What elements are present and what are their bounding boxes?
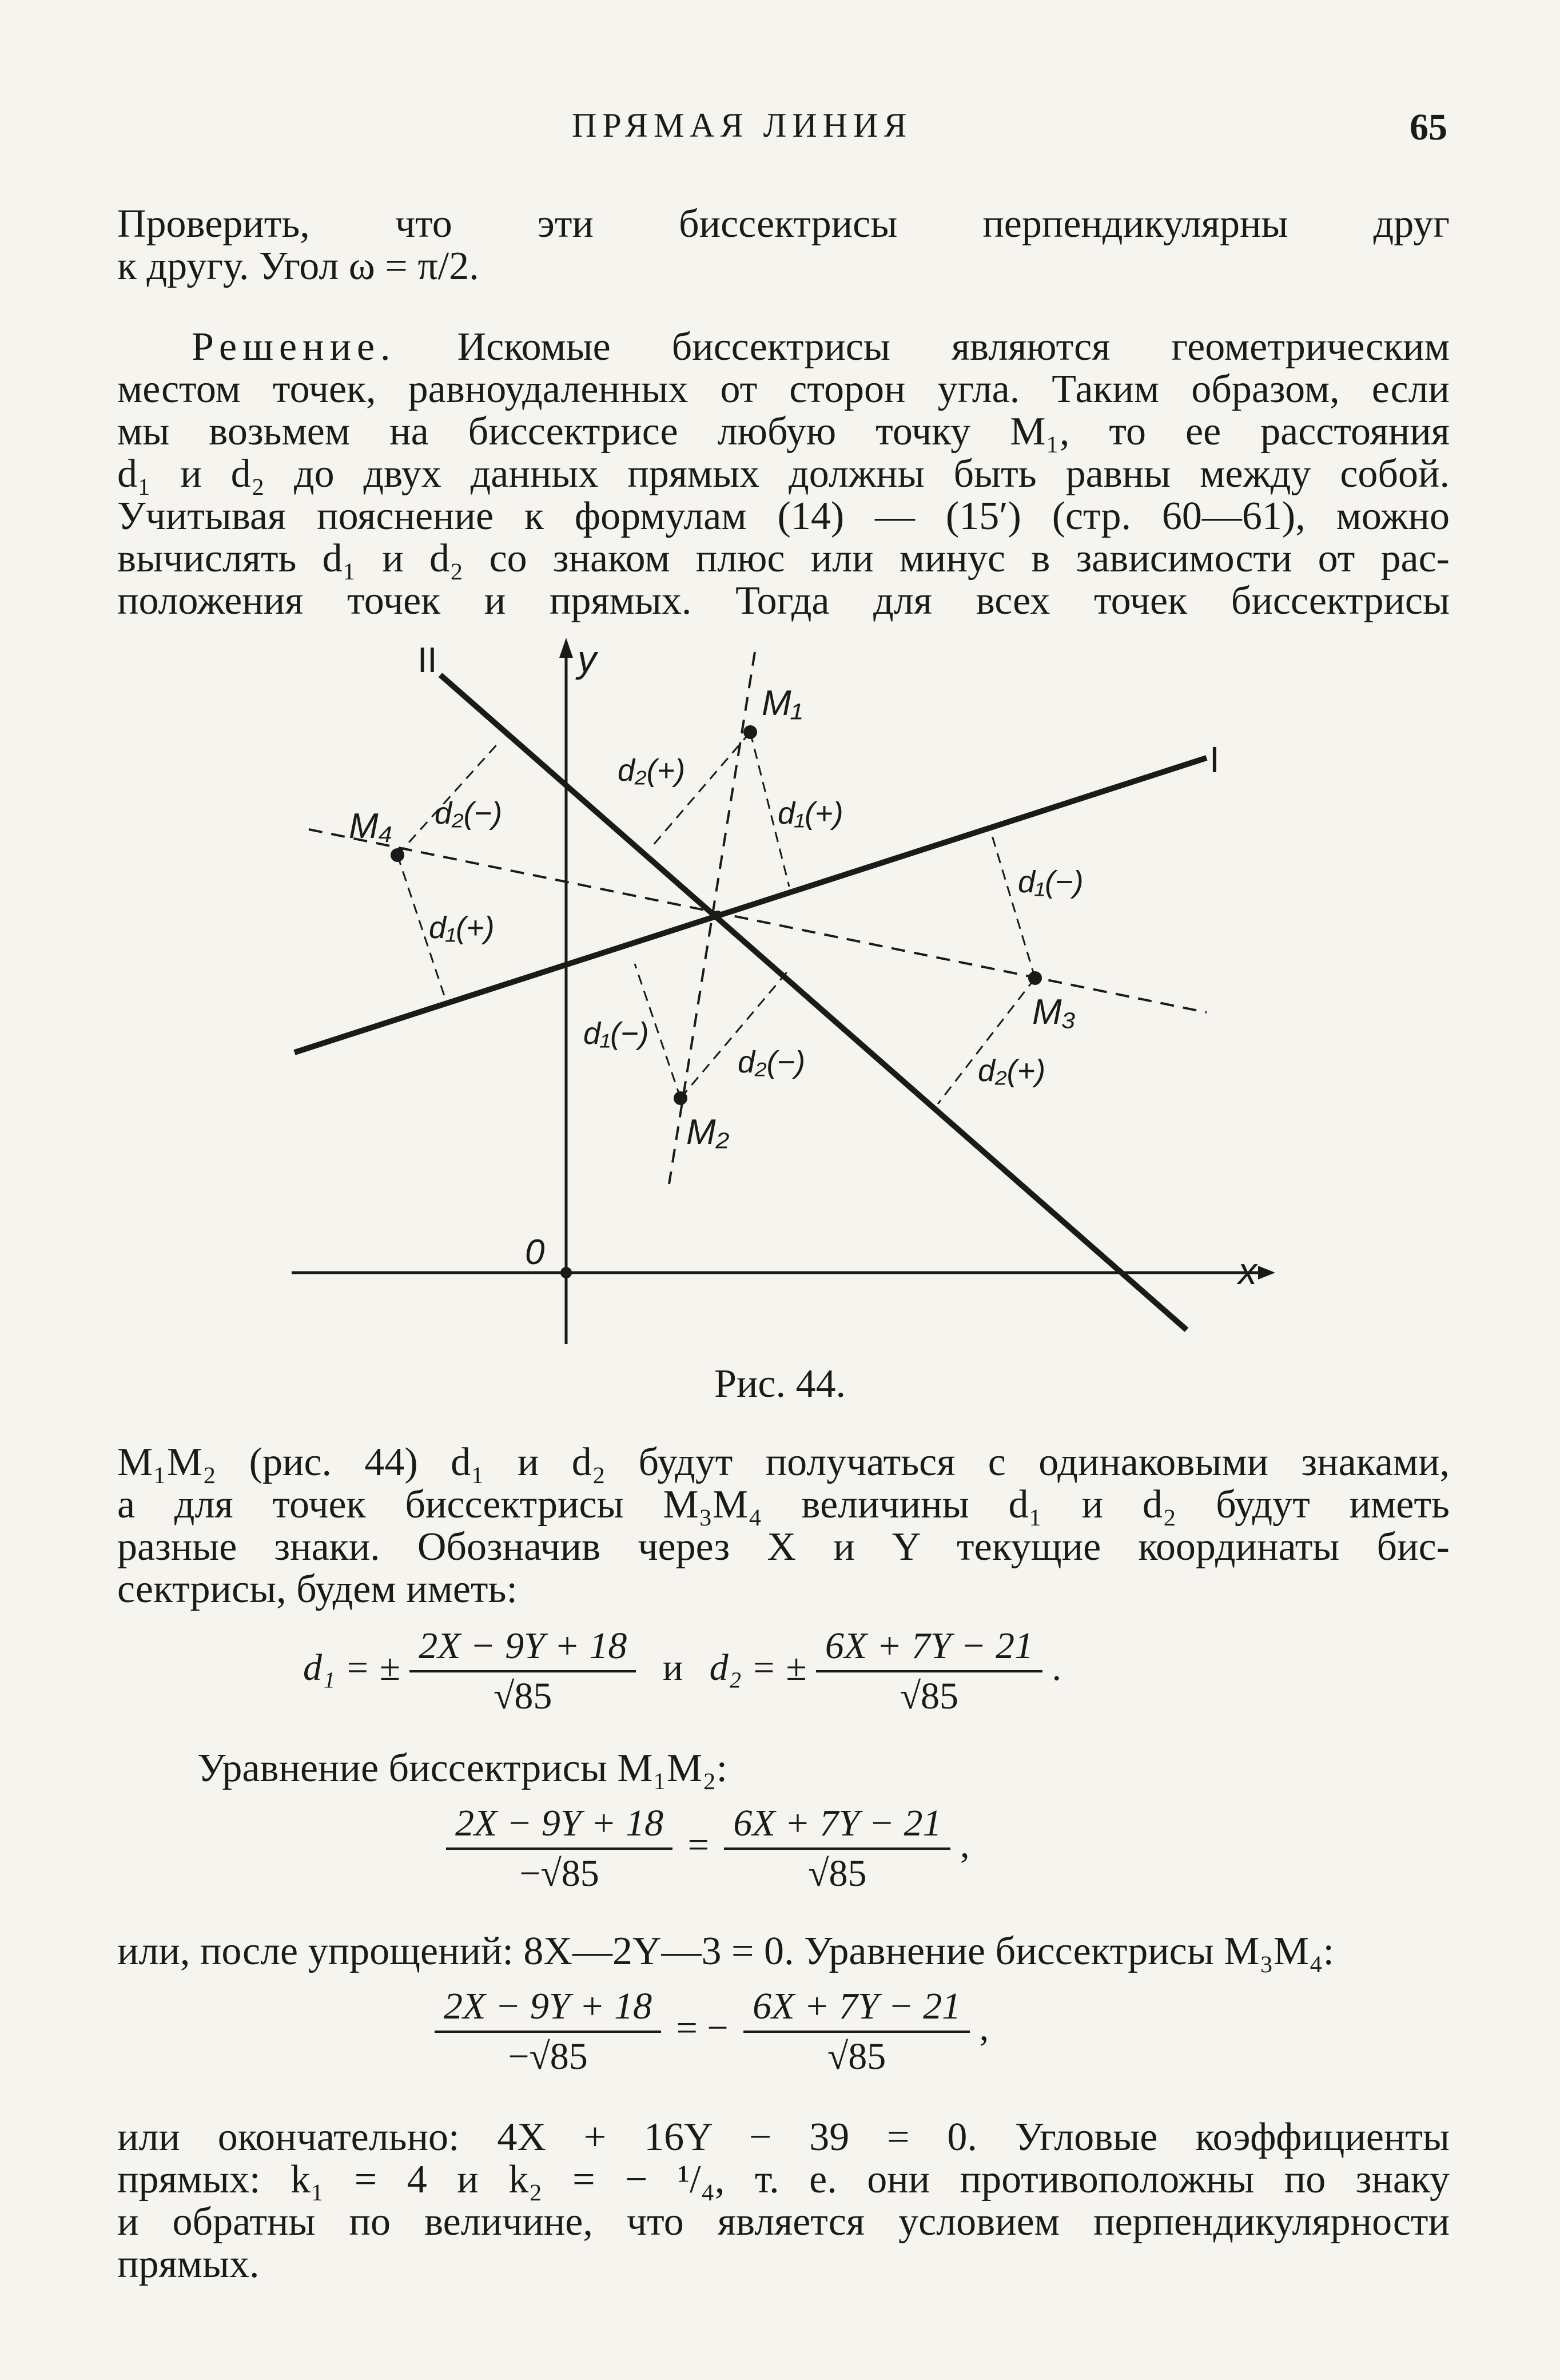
label-m3: M₃ [1032, 992, 1076, 1032]
label-m2-d2: d₂(−) [738, 1045, 806, 1079]
solution-line-5: Учитывая пояснение к формулам (14) — (15′) (стр. 60—61), можно [117, 494, 1450, 538]
running-title: ПРЯМАЯ ЛИНИЯ [572, 106, 913, 144]
label-x-axis: x [1238, 1250, 1257, 1292]
point-m2 [674, 1091, 687, 1105]
point-m3 [1028, 971, 1042, 985]
after-figure-line-1: M₁M₂ (рис. 44) d₁ и d₂ будут получаться с одинаковыми знаками, [117, 1440, 1450, 1484]
after-figure-line-4: сектрисы, будем иметь: [117, 1567, 518, 1611]
after-figure-line-2: а для точек биссектрисы M₃M₄ величины d₁ и d₂ будут иметь [117, 1483, 1450, 1527]
formula3-eq: = − [676, 2007, 729, 2049]
formula2-den1: −√85 [519, 1853, 599, 1894]
formula1-end: . [1052, 1647, 1061, 1689]
solution-label: Решение. [192, 325, 396, 369]
label-m4-d1: d₁(+) [429, 911, 495, 945]
formula-distances [303, 1624, 1061, 1718]
formula1-frac1 [409, 1624, 636, 1718]
label-y-axis: y [578, 638, 596, 680]
formula2-end: , [960, 1824, 970, 1866]
formula2-num2: 6X + 7Y − 21 [724, 1802, 950, 1850]
point-m1 [743, 725, 757, 739]
label-m2-d1: d₁(−) [583, 1016, 649, 1051]
label-line-i: I [1209, 739, 1220, 780]
formula2-den2: √85 [808, 1853, 867, 1894]
m3-d1-segment [989, 827, 1035, 978]
formula1-den2: √85 [900, 1675, 959, 1717]
formula1-num1: 2X − 9Y + 18 [409, 1624, 636, 1672]
formula3-end: , [979, 2007, 989, 2049]
formula1-lhs2: d₂ = ± [709, 1647, 807, 1689]
formula3-den1: −√85 [508, 2036, 588, 2077]
solution-paragraph [117, 326, 1450, 622]
conclusion-line-1: или окончательно: 4X + 16Y − 39 = 0. Угловые коэффициенты [117, 2115, 1450, 2159]
formula3-den2: √85 [827, 2036, 886, 2077]
formula1-lhs1: d₁ = ± [303, 1647, 400, 1689]
solution-line-1 [117, 326, 1450, 368]
point-m4 [391, 848, 404, 862]
intro-line-2: к другу. Угол ω = π/2. [117, 244, 479, 288]
m1-d2-segment [652, 732, 750, 847]
formula1-frac2 [816, 1624, 1042, 1718]
formula3-num1: 2X − 9Y + 18 [435, 1985, 661, 2033]
solution-line-4: d₁ и d₂ до двух данных прямых должны быть равны между собой. [117, 452, 1450, 496]
conclusion-paragraph [117, 2116, 1450, 2286]
conclusion-line-3: и обратны по величине, что является условием перпендикулярности [117, 2200, 1450, 2244]
figure-44 [286, 635, 1292, 1350]
label-m3-d2: d₂(+) [978, 1054, 1046, 1088]
formula3-frac1 [435, 1985, 661, 2079]
after-figure-paragraph [117, 1441, 1450, 1611]
intersection-point [713, 911, 722, 920]
label-m4-d2: d₂(−) [435, 796, 503, 831]
solution-line-3: мы возьмем на биссектрисе любую точку M₁, то ее расстояния [117, 410, 1450, 454]
intro-paragraph [117, 203, 1450, 288]
solution-line-7: положения точек и прямых. Тогда для всех точек биссектрисы [117, 579, 1450, 623]
formula2-frac1 [446, 1802, 672, 1896]
label-m1-d1: d₁(+) [778, 796, 843, 831]
eq2-intro: или, после упрощений: 8X—2Y—3 = 0. Уравнение биссектрисы M₃M₄: [117, 1929, 1334, 1973]
after-figure-line-3: разные знаки. Обозначив через X и Y текущие координаты бис- [117, 1525, 1450, 1569]
formula2-frac2 [724, 1802, 950, 1896]
formula1-den1: √85 [494, 1675, 552, 1717]
origin-point [560, 1267, 572, 1278]
eq1-intro: Уравнение биссектрисы M₁M₂: [197, 1746, 728, 1790]
formula-bisector-m3m4 [435, 1985, 989, 2079]
label-m1: M₁ [762, 684, 803, 723]
label-m2: M₂ [686, 1112, 730, 1152]
label-origin: 0 [525, 1233, 545, 1272]
page-header [0, 106, 1560, 163]
label-m1-d2: d₂(+) [618, 753, 686, 788]
solution-line-6: вычислять d₁ и d₂ со знаком плюс или минус в зависимости от рас- [117, 537, 1450, 581]
conclusion-line-2: прямых: k₁ = 4 и k₂ = − ¹/₄, т. е. они противоположны по знаку [117, 2158, 1450, 2202]
formula1-num2: 6X + 7Y − 21 [816, 1624, 1042, 1672]
label-line-ii: II [417, 641, 437, 680]
label-m3-d1: d₁(−) [1018, 865, 1084, 899]
solution-line-2: местом точек, равноудаленных от сторон угла. Таким образом, если [117, 367, 1450, 411]
intro-line-1: Проверить, что эти биссектрисы перпендикулярны друг [117, 202, 1450, 246]
x-axis-arrow [1258, 1266, 1275, 1280]
y-axis-arrow [559, 638, 573, 658]
solution-line-1-text: Искомые биссектрисы являются геометрическим [457, 325, 1450, 369]
figure-caption: Рис. 44. [714, 1362, 846, 1406]
label-m4: M₄ [349, 806, 393, 846]
formula3-frac2 [743, 1985, 970, 2079]
conclusion-line-4: прямых. [117, 2242, 260, 2286]
formula-bisector-m1m2 [446, 1802, 969, 1896]
formula1-mid: и [662, 1647, 683, 1689]
formula2-eq: = [687, 1824, 709, 1866]
formula3-num2: 6X + 7Y − 21 [743, 1985, 970, 2033]
formula2-num1: 2X − 9Y + 18 [446, 1802, 672, 1850]
page-number: 65 [1410, 106, 1447, 148]
